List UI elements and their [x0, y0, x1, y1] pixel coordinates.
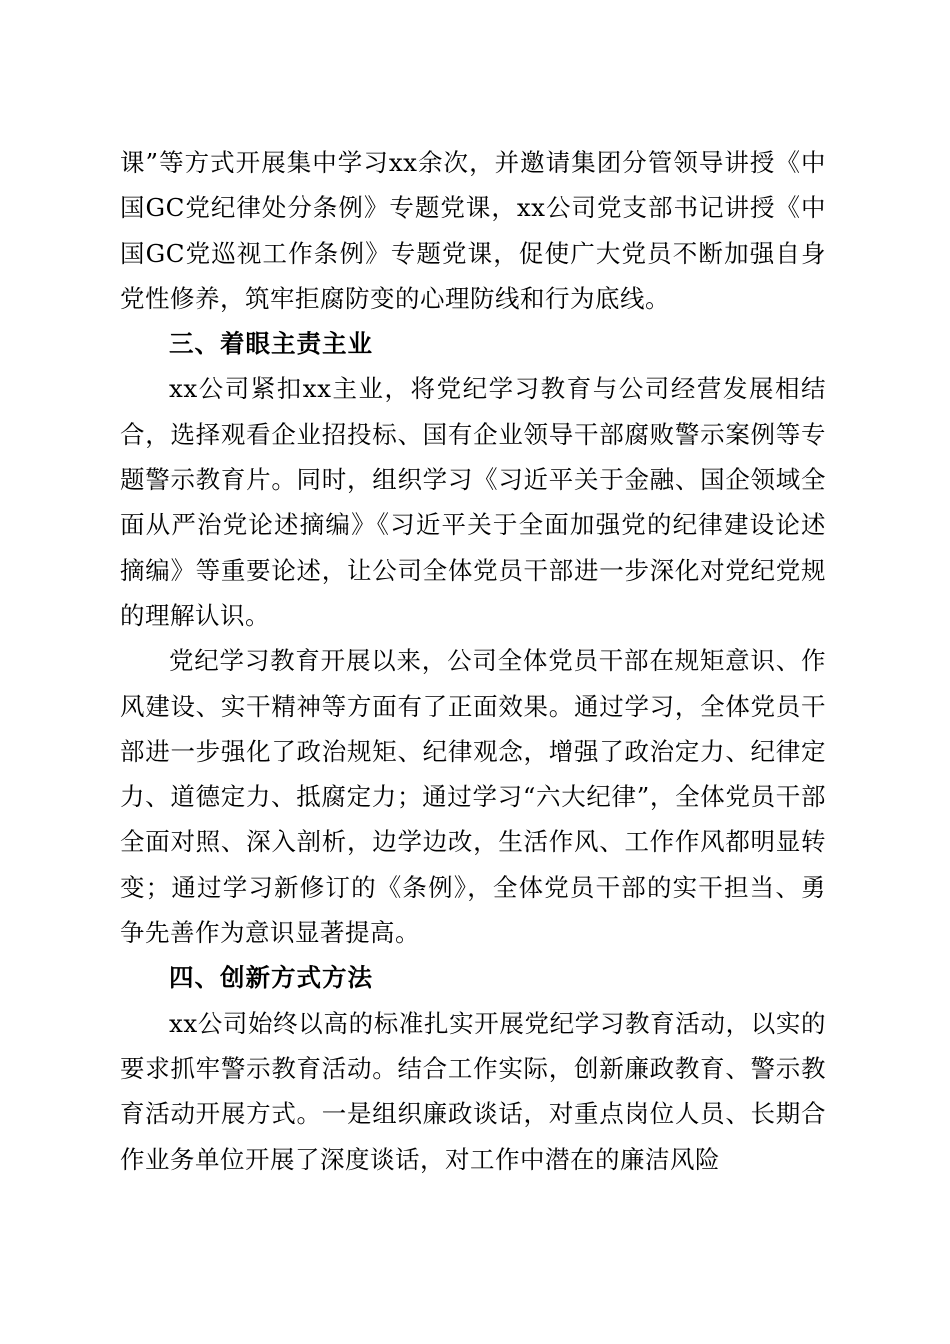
- paragraph-effects: 党纪学习教育开展以来，公司全体党员干部在规矩意识、作风建设、实干精神等方面有了正面效果。通过学习，全体党员干部进一步强化了政治规矩、纪律观念，增强了政治定力、纪律定力、道德定力、抵腐定力；通过学习“六大纪律”，全体党员干部全面对照、深入剖析，边学边改，生活作风、工作作风都明显转变；通过学习新修订的《条例》，全体党员干部的实干担当、勇争先善作为意识显著提高。: [120, 646, 826, 948]
- paragraph-continuation: 课”等方式开展集中学习xx余次，并邀请集团分管领导讲授《中国GC党纪律处分条例》专题党课，xx公司党支部书记讲授《中国GC党巡视工作条例》专题党课，促使广大党员不断加强自身党性修养，筑牢拒腐防变的心理防线和行为底线。: [120, 148, 826, 313]
- paragraph-innovation: xx公司始终以高的标准扎实开展党纪学习教育活动，以实的要求抓牢警示教育活动。结合工作实际，创新廉政教育、警示教育活动开展方式。一是组织廉政谈话，对重点岗位人员、长期合作业务单位开展了深度谈话，对工作中潜在的廉洁风险: [120, 1008, 826, 1174]
- section-heading-3: 三、着眼主责主业: [169, 329, 373, 359]
- section-heading-4: 四、创新方式方法: [169, 963, 373, 993]
- paragraph-main-business: xx公司紧扣xx主业，将党纪学习教育与公司经营发展相结合，选择观看企业招投标、国有企业领导干部腐败警示案例等专题警示教育片。同时，组织学习《习近平关于金融、国企领域全面从严治党论述摘编》《习近平关于全面加强党的纪律建设论述摘编》等重要论述，让公司全体党员干部进一步深化对党纪党规的理解认识。: [120, 374, 826, 630]
- document-body: [120, 140, 826, 1182]
